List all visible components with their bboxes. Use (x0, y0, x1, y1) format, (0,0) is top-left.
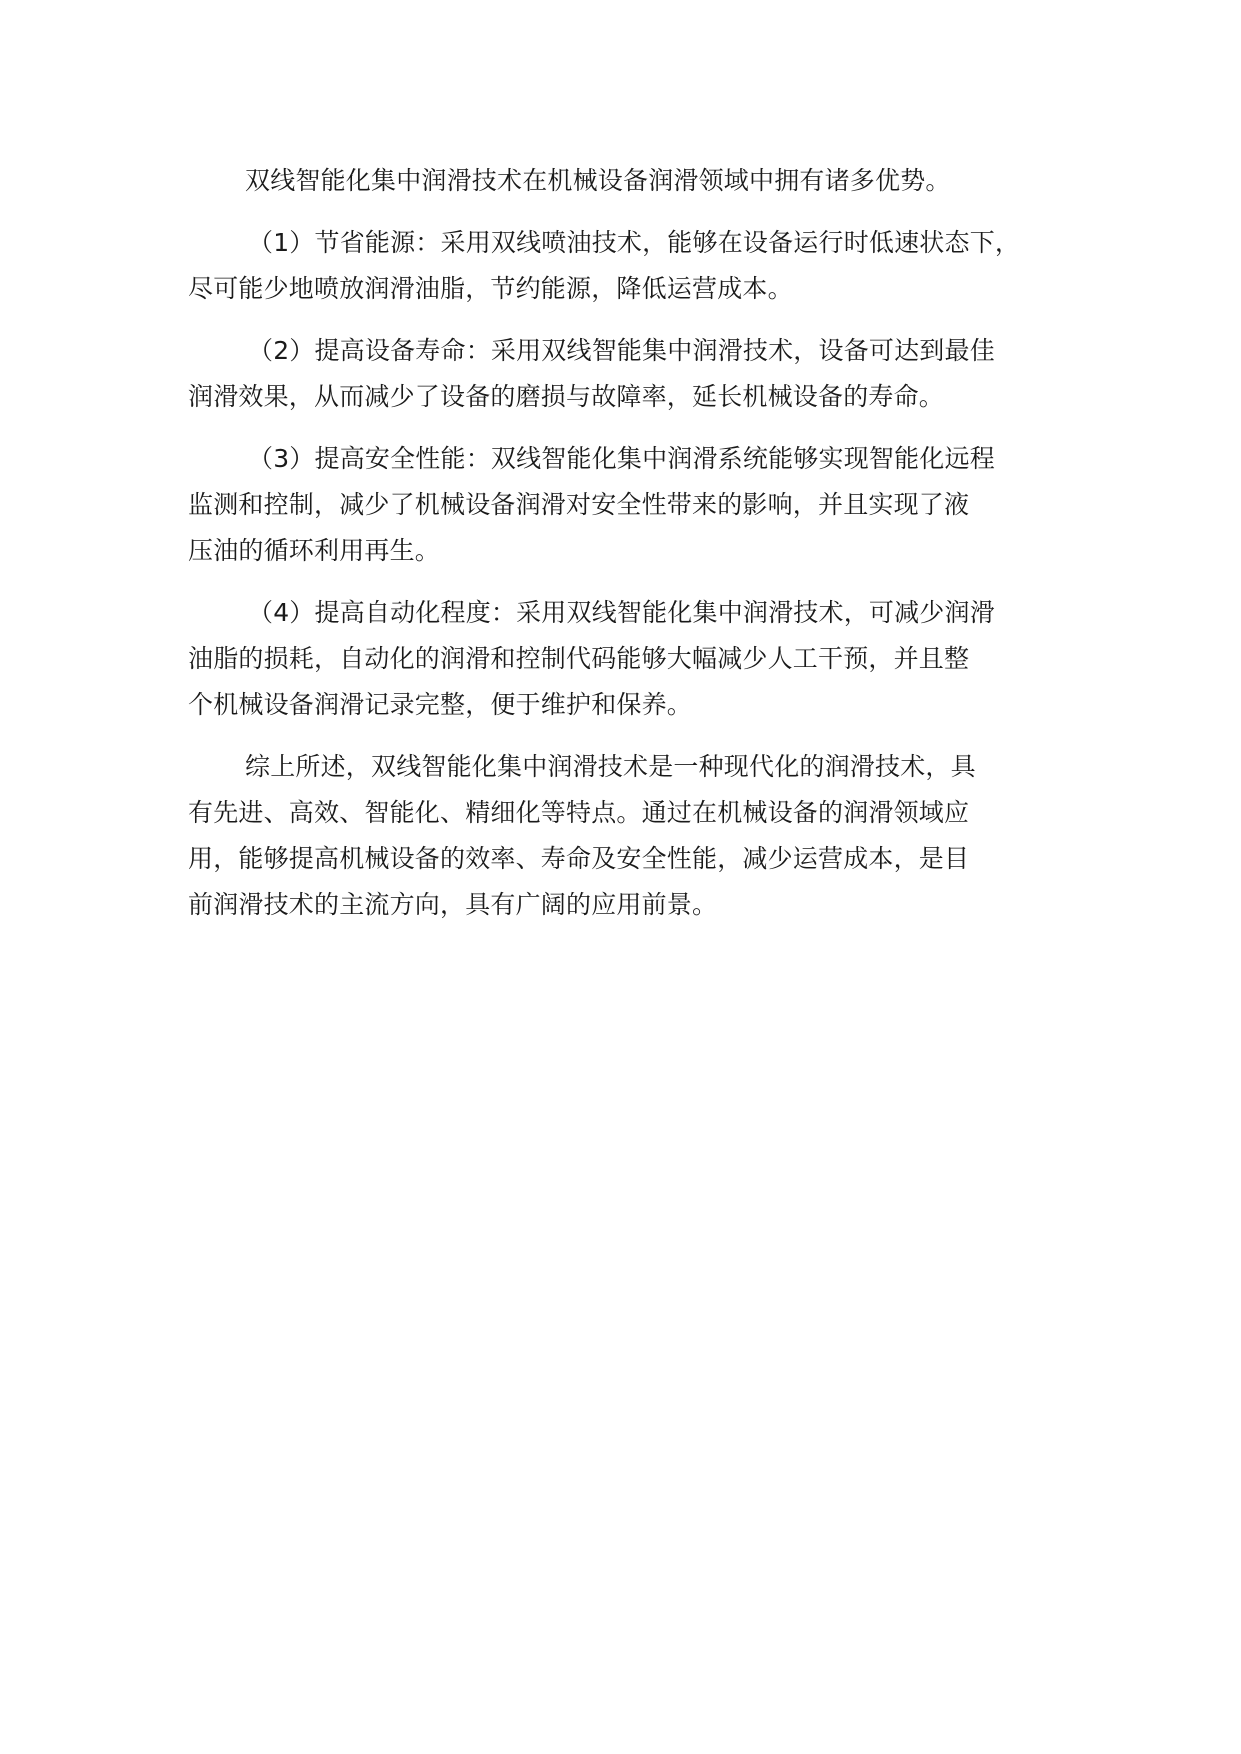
point-3-paragraph (188, 436, 1068, 574)
paragraph-line: 综上所述，双线智能化集中润滑技术是一种现代化的润滑技术，具 (245, 752, 976, 781)
intro-paragraph (188, 158, 1068, 204)
point-2-paragraph (188, 328, 1068, 420)
paragraph-line: 油脂的损耗，自动化的润滑和控制代码能够大幅减少人工干预，并且整 (188, 644, 970, 673)
paragraph-line: 有先进、高效、智能化、精细化等特点。通过在机械设备的润滑领域应 (188, 798, 970, 827)
paragraph-line: 压油的循环利用再生。 (188, 536, 441, 565)
paragraph-line: 用，能够提高机械设备的效率、寿命及安全性能，减少运营成本，是目 (188, 844, 970, 873)
paragraph-line: （3）提高安全性能：双线智能化集中润滑系统能够实现智能化远程 (248, 444, 995, 473)
conclusion-paragraph (188, 744, 1068, 928)
paragraph-line: 双线智能化集中润滑技术在机械设备润滑领域中拥有诸多优势。 (245, 166, 951, 195)
paragraph-line: （2）提高设备寿命：采用双线智能集中润滑技术，设备可达到最佳 (248, 336, 995, 365)
document-body (188, 158, 1068, 944)
paragraph-line: 个机械设备润滑记录完整，便于维护和保养。 (188, 690, 693, 719)
point-1-paragraph (188, 220, 1068, 312)
paragraph-line: （1）节省能源：采用双线喷油技术，能够在设备运行时低速状态下， (248, 228, 1021, 257)
point-4-paragraph (188, 590, 1068, 728)
paragraph-line: 监测和控制，减少了机械设备润滑对安全性带来的影响，并且实现了液 (188, 490, 970, 519)
paragraph-line: 尽可能少地喷放润滑油脂，节约能源，降低运营成本。 (188, 274, 793, 303)
paragraph-line: 前润滑技术的主流方向，具有广阔的应用前景。 (188, 890, 718, 919)
paragraph-line: 润滑效果，从而减少了设备的磨损与故障率，延长机械设备的寿命。 (188, 382, 945, 411)
paragraph-line: （4）提高自动化程度：采用双线智能化集中润滑技术，可减少润滑 (248, 598, 995, 627)
